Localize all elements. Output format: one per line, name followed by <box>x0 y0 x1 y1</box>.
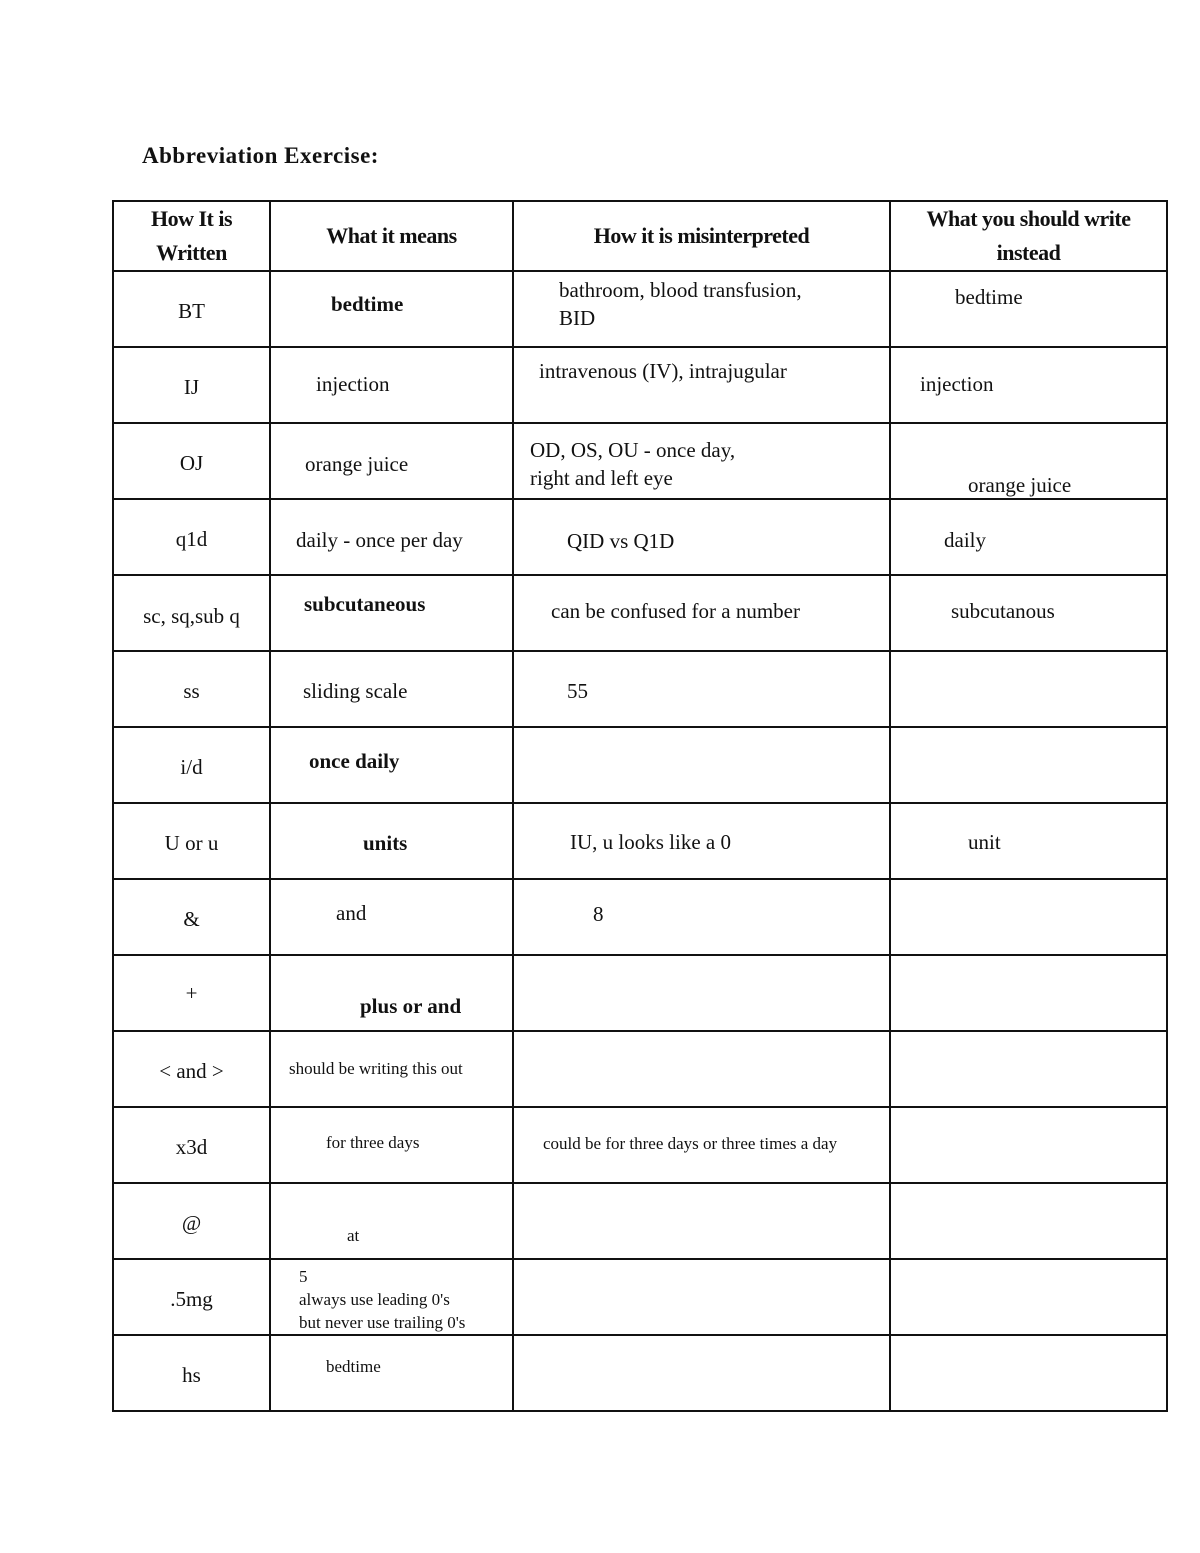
means-text: and <box>336 901 367 925</box>
table-row <box>113 955 1167 1031</box>
written-text: i/d <box>180 755 203 779</box>
cell-misinterpreted <box>513 879 890 955</box>
page-title: Abbreviation Exercise: <box>142 143 379 168</box>
cell-written <box>113 651 270 727</box>
cell-misinterpreted <box>513 423 890 499</box>
written-text: .5mg <box>170 1287 213 1311</box>
cell-written <box>113 347 270 423</box>
table-row <box>113 803 1167 879</box>
header-what-it-means: What it means <box>270 201 513 271</box>
misinterpreted-text: bathroom, blood transfusion, BID <box>559 278 802 330</box>
misinterpreted-text: QID vs Q1D <box>567 529 675 553</box>
cell-means <box>270 1031 513 1107</box>
means-text: 5 always use leading 0's but never use trailing 0's <box>299 1267 466 1332</box>
cell-instead <box>890 1335 1167 1411</box>
table-row <box>113 499 1167 575</box>
written-text: ss <box>183 679 200 703</box>
cell-written <box>113 879 270 955</box>
cell-means <box>270 499 513 575</box>
cell-means <box>270 879 513 955</box>
cell-written <box>113 1031 270 1107</box>
table-row <box>113 651 1167 727</box>
header-row <box>113 201 1167 271</box>
cell-means <box>270 803 513 879</box>
written-text: q1d <box>175 527 208 551</box>
instead-text: bedtime <box>955 285 1023 309</box>
means-text: bedtime <box>331 292 404 316</box>
table-row <box>113 575 1167 651</box>
misinterpreted-text: IU, u looks like a 0 <box>570 830 731 854</box>
cell-misinterpreted <box>513 575 890 651</box>
cell-instead <box>890 499 1167 575</box>
means-text: units <box>363 831 408 855</box>
written-text: sc, sq,sub q <box>143 604 240 628</box>
written-text: U or u <box>164 831 219 855</box>
written-text: x3d <box>175 1135 208 1159</box>
cell-instead <box>890 1183 1167 1259</box>
instead-text: subcutanous <box>951 599 1055 623</box>
means-text: bedtime <box>326 1357 381 1376</box>
cell-instead <box>890 1031 1167 1107</box>
written-text: < and > <box>159 1059 224 1083</box>
cell-instead <box>890 347 1167 423</box>
table-row <box>113 727 1167 803</box>
cell-instead <box>890 727 1167 803</box>
cell-instead <box>890 955 1167 1031</box>
cell-misinterpreted <box>513 347 890 423</box>
means-text: subcutaneous <box>304 592 426 616</box>
header-write-instead: What you should write instead <box>890 201 1167 271</box>
table-row <box>113 1031 1167 1107</box>
cell-misinterpreted <box>513 803 890 879</box>
means-text: daily - once per day <box>296 528 463 552</box>
cell-misinterpreted <box>513 1335 890 1411</box>
instead-text: injection <box>920 372 994 396</box>
table-row <box>113 879 1167 955</box>
written-text: OJ <box>179 451 204 475</box>
cell-misinterpreted <box>513 727 890 803</box>
means-text: should be writing this out <box>289 1059 463 1078</box>
cell-written <box>113 1335 270 1411</box>
cell-means <box>270 575 513 651</box>
means-text: sliding scale <box>303 679 408 703</box>
means-text: injection <box>316 372 390 396</box>
cell-written <box>113 727 270 803</box>
misinterpreted-text: 8 <box>593 902 604 926</box>
misinterpreted-text: could be for three days or three times a day <box>543 1134 838 1153</box>
table-row <box>113 1107 1167 1183</box>
written-text: hs <box>182 1363 201 1387</box>
table-row <box>113 271 1167 347</box>
instead-text: daily <box>944 528 986 552</box>
cell-written <box>113 955 270 1031</box>
cell-instead <box>890 575 1167 651</box>
cell-means <box>270 955 513 1031</box>
abbreviation-table <box>112 200 1168 1412</box>
cell-means <box>270 651 513 727</box>
table-row <box>113 347 1167 423</box>
cell-misinterpreted <box>513 955 890 1031</box>
cell-misinterpreted <box>513 1031 890 1107</box>
table-row <box>113 1183 1167 1259</box>
written-text: BT <box>178 299 205 323</box>
cell-means <box>270 347 513 423</box>
cell-written <box>113 1183 270 1259</box>
means-text: orange juice <box>305 452 409 476</box>
cell-instead <box>890 879 1167 955</box>
cell-misinterpreted <box>513 651 890 727</box>
cell-means <box>270 1335 513 1411</box>
table-row <box>113 1335 1167 1411</box>
cell-instead <box>890 1259 1167 1335</box>
cell-written <box>113 499 270 575</box>
table-row <box>113 1259 1167 1335</box>
cell-means <box>270 423 513 499</box>
cell-written <box>113 803 270 879</box>
cell-instead <box>890 651 1167 727</box>
cell-written <box>113 1259 270 1335</box>
written-text: & <box>183 907 200 931</box>
cell-instead <box>890 803 1167 879</box>
misinterpreted-text: 55 <box>567 679 588 703</box>
cell-means <box>270 727 513 803</box>
cell-misinterpreted <box>513 1183 890 1259</box>
cell-instead <box>890 1107 1167 1183</box>
cell-misinterpreted <box>513 1107 890 1183</box>
header-misinterpreted: How it is misinterpreted <box>513 201 890 271</box>
cell-written <box>113 575 270 651</box>
cell-misinterpreted <box>513 1259 890 1335</box>
written-text: @ <box>181 1211 202 1235</box>
means-text: once daily <box>309 749 400 773</box>
misinterpreted-text: OD, OS, OU - once day, right and left eye <box>530 438 736 490</box>
means-text: at <box>347 1226 360 1245</box>
misinterpreted-text: can be confused for a number <box>551 599 800 623</box>
cell-means <box>270 1183 513 1259</box>
cell-means <box>270 1259 513 1335</box>
cell-misinterpreted <box>513 271 890 347</box>
header-how-written: How It is Written <box>113 201 270 271</box>
cell-instead <box>890 271 1167 347</box>
cell-means <box>270 1107 513 1183</box>
cell-instead <box>890 423 1167 499</box>
cell-means <box>270 271 513 347</box>
means-text: for three days <box>326 1133 420 1152</box>
cell-written <box>113 423 270 499</box>
misinterpreted-text: intravenous (IV), intrajugular <box>539 359 787 383</box>
instead-text: orange juice <box>968 473 1072 497</box>
cell-written <box>113 1107 270 1183</box>
table-row <box>113 423 1167 499</box>
written-text: + <box>185 981 198 1005</box>
written-text: IJ <box>183 375 200 399</box>
cell-misinterpreted <box>513 499 890 575</box>
cell-written <box>113 271 270 347</box>
means-text: plus or and <box>360 994 462 1018</box>
instead-text: unit <box>968 830 1001 854</box>
